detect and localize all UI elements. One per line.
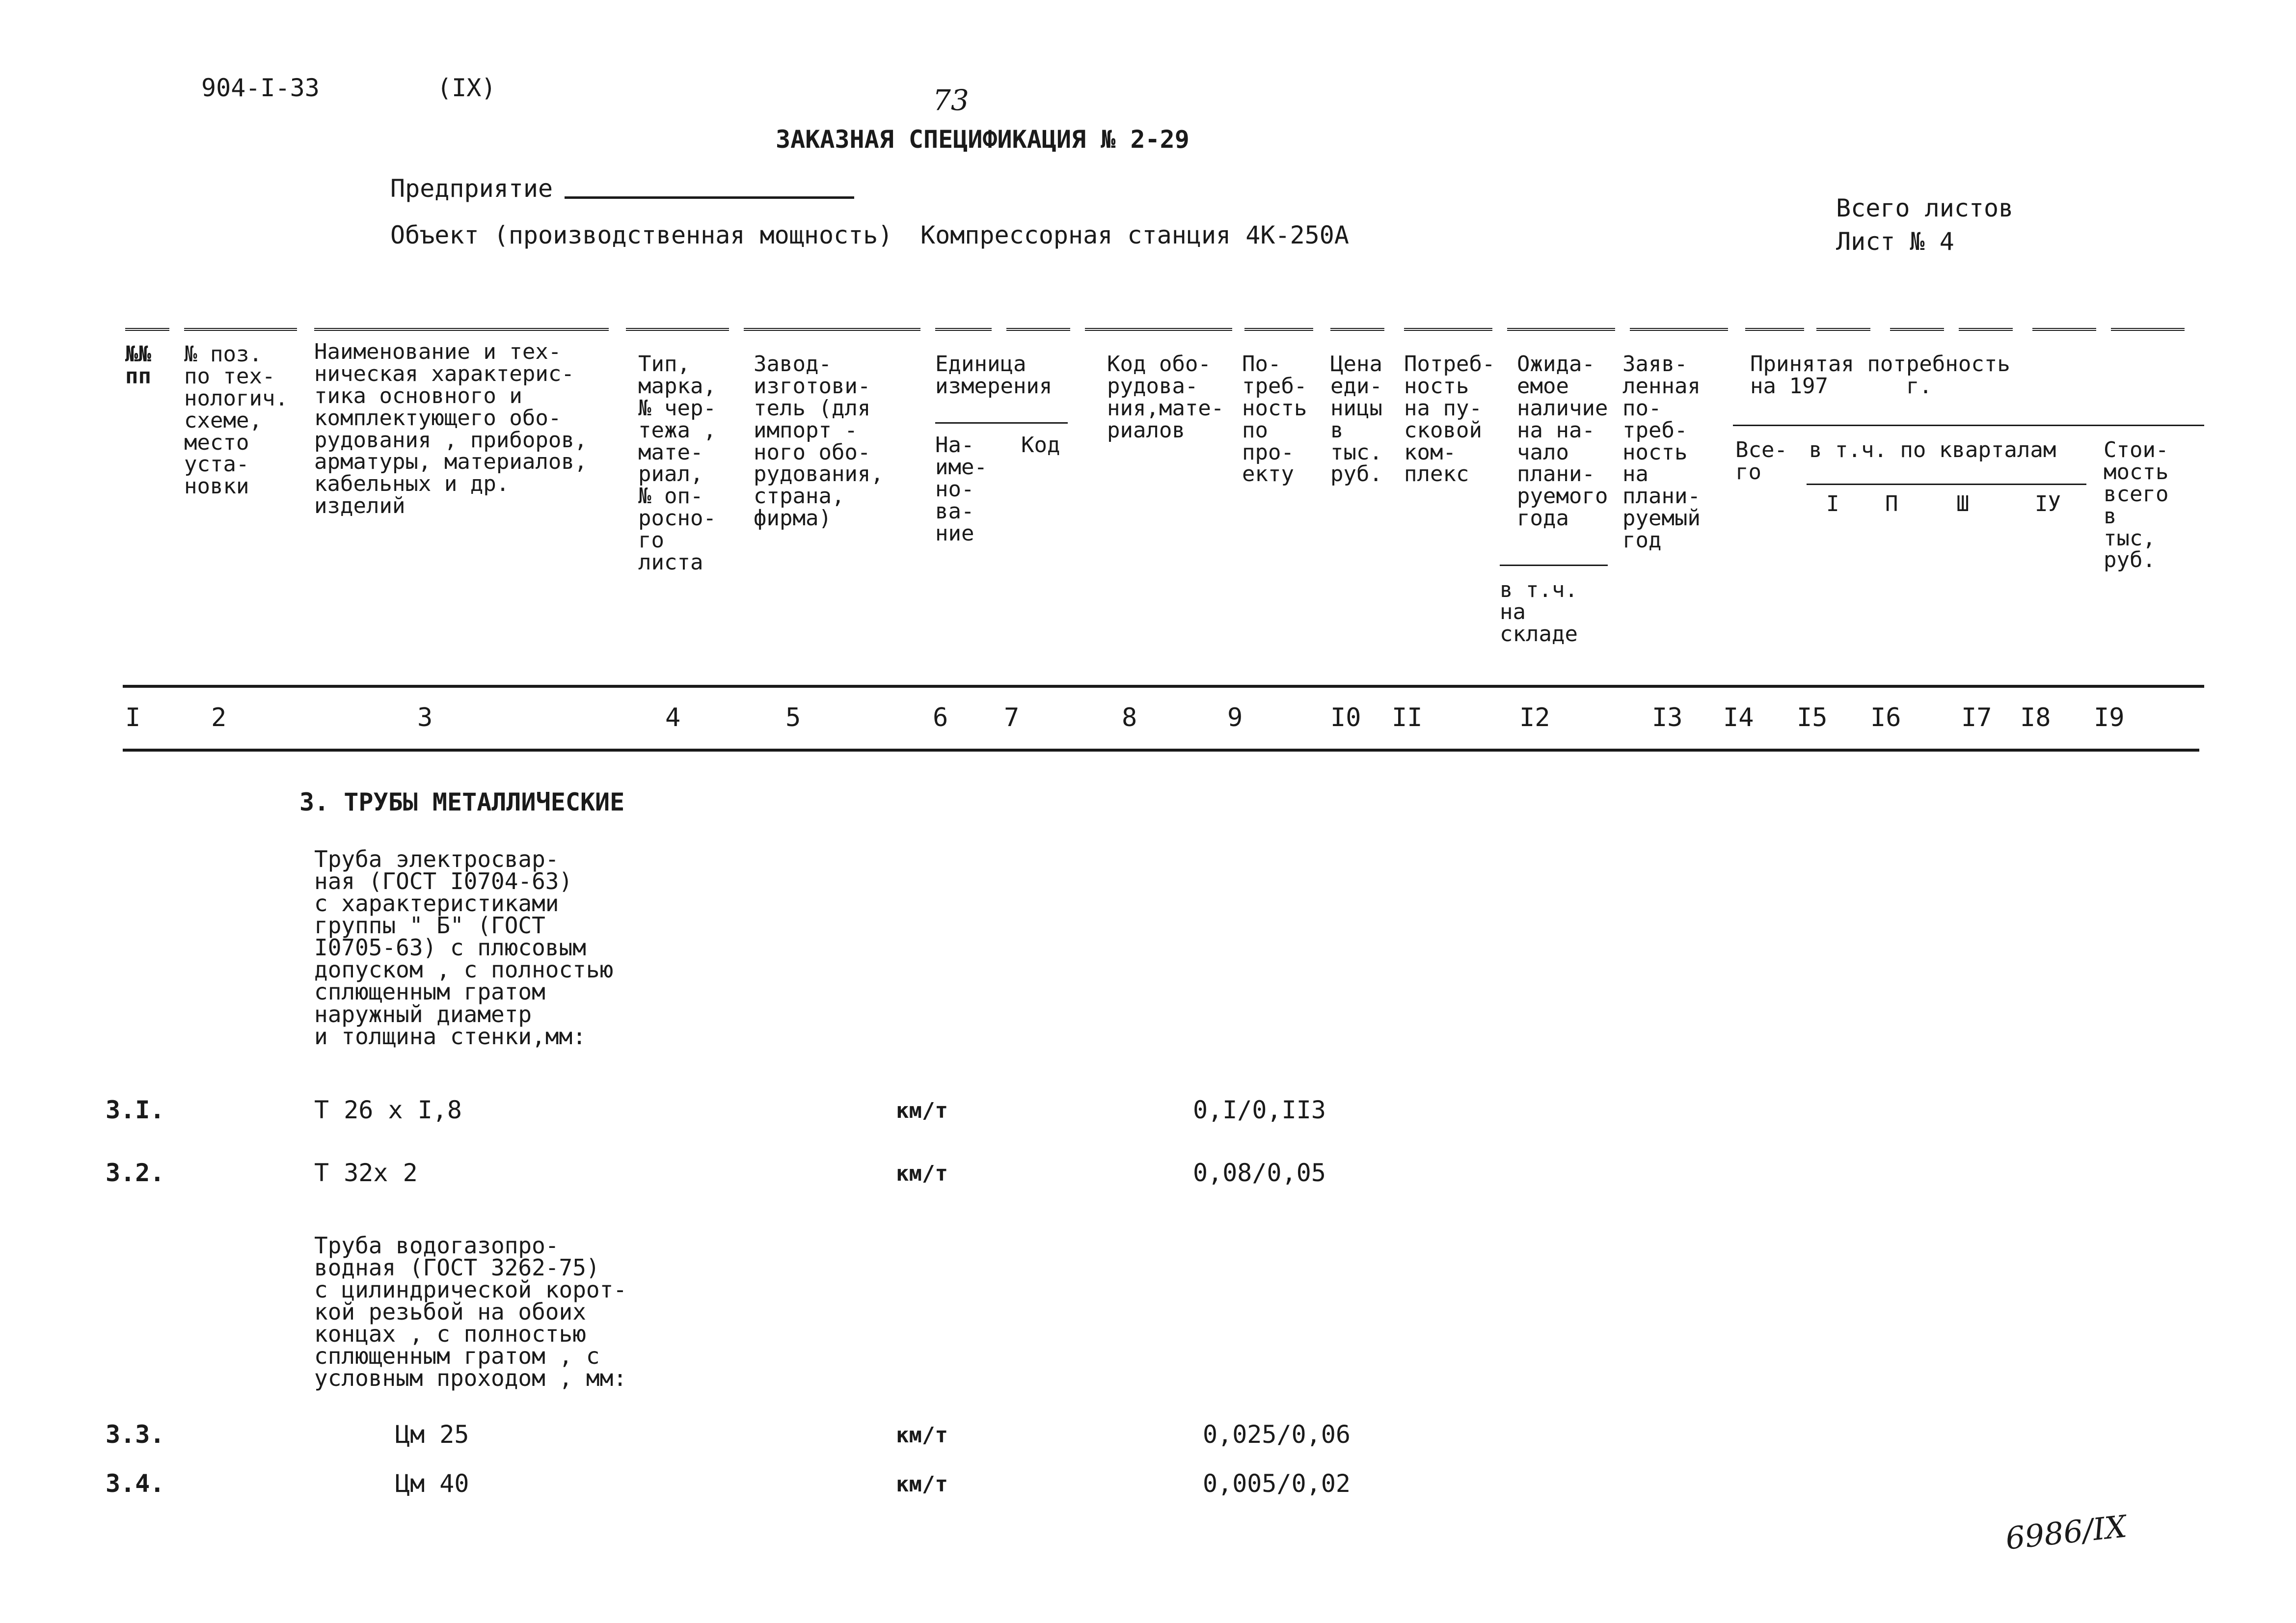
column-number: I7 bbox=[1961, 703, 1992, 732]
col-header-14: Все- го bbox=[1735, 437, 1787, 485]
row-number: 3.I. bbox=[106, 1096, 165, 1124]
col-header-5: Завод- изготови- тель (для импорт - ного обо- рудования, страна, фирма) bbox=[754, 352, 884, 531]
col-header-2: № поз. по тех- нологич. схеме, место уста- новки bbox=[184, 342, 288, 499]
column-number: 6 bbox=[933, 703, 948, 732]
col-header-19: Стои- мость всего в тыс, руб. bbox=[2104, 437, 2169, 573]
total-sheets-label: Всего листов bbox=[1836, 194, 2014, 222]
column-number: 4 bbox=[665, 703, 681, 732]
page-mark: 73 bbox=[933, 83, 969, 117]
quarters-divider bbox=[1807, 484, 2086, 485]
enterprise-label: Предприятие bbox=[390, 174, 553, 203]
row-unit: км/т bbox=[896, 1423, 948, 1448]
row-number: 3.2. bbox=[106, 1159, 165, 1187]
column-number: 9 bbox=[1227, 703, 1243, 732]
row-name: Т 26 х I,8 bbox=[314, 1096, 462, 1124]
enterprise-field-line bbox=[565, 196, 854, 199]
archive-number-stamp: 6986/IX bbox=[2003, 1508, 2129, 1557]
col-header-13: Заяв- ленная по- треб- ность на плани- руемый год bbox=[1622, 352, 1701, 553]
object-value: Компрессорная станция 4К-250А bbox=[920, 221, 1349, 249]
row-need: 0,I/0,II3 bbox=[1193, 1096, 1326, 1124]
object-label: Объект (производственная мощность) bbox=[390, 221, 893, 249]
col-header-6: На- име- но- ва- ние bbox=[935, 433, 987, 546]
row-number: 3.3. bbox=[106, 1420, 165, 1449]
col-header-12b: в т.ч. на складе bbox=[1500, 577, 1578, 647]
column-number: 3 bbox=[417, 703, 433, 732]
col-12-divider bbox=[1500, 565, 1608, 566]
col-header-8: Код обо- рудова- ния,мате- риалов bbox=[1107, 352, 1224, 443]
column-number: I2 bbox=[1519, 703, 1550, 732]
section-heading: 3. ТРУБЫ МЕТАЛЛИЧЕСКИЕ bbox=[299, 788, 625, 816]
row-name: Цм 25 bbox=[395, 1420, 469, 1449]
column-number-bottom-rule bbox=[123, 749, 2199, 752]
col-header-q4: IУ bbox=[2035, 491, 2061, 516]
column-number: I bbox=[125, 703, 141, 732]
row-unit: км/т bbox=[896, 1161, 948, 1186]
row-number: 3.4. bbox=[106, 1469, 165, 1498]
row-unit: км/т bbox=[896, 1098, 948, 1123]
sheet-number: Лист № 4 bbox=[1836, 227, 1954, 256]
accepted-group-divider bbox=[1733, 425, 2204, 426]
row-name: Цм 40 bbox=[395, 1469, 469, 1498]
header-bottom-rule bbox=[123, 685, 2204, 688]
col-header-q1: I bbox=[1826, 491, 1839, 516]
column-number: I0 bbox=[1330, 703, 1361, 732]
doc-code: 904-I-33 bbox=[201, 74, 320, 102]
column-number: I3 bbox=[1652, 703, 1683, 732]
document-title: ЗАКАЗНАЯ СПЕЦИФИКАЦИЯ № 2-29 bbox=[776, 125, 1189, 154]
col-header-7: Код bbox=[1021, 433, 1060, 458]
unit-group-divider bbox=[935, 422, 1068, 424]
row-name: Т 32х 2 bbox=[314, 1159, 418, 1187]
group-1-description: Труба электросвар- ная (ГОСТ I0704-63) с характеристиками группы " Б" (ГОСТ I0705-63) с плюсовым допуском , с полностью сплющенным гратом наружный диаметр и толщина стенки,мм: bbox=[314, 846, 614, 1050]
column-number: 2 bbox=[211, 703, 227, 732]
col-header-accepted-group: Принятая потребность на 197 г. bbox=[1750, 352, 2010, 399]
col-header-9: По- треб- ность по про- екту bbox=[1242, 352, 1307, 487]
col-header-12: Ожида- емое наличие на на- чало плани- руемого года bbox=[1517, 352, 1608, 531]
col-header-quarters: в т.ч. по кварталам bbox=[1809, 437, 2056, 462]
col-header-10: Цена еди- ницы в тыс. руб. bbox=[1330, 352, 1382, 487]
col-header-q3: Ш bbox=[1956, 491, 1970, 516]
doc-part: (IX) bbox=[437, 74, 496, 102]
column-number: I9 bbox=[2094, 703, 2125, 732]
column-number: 5 bbox=[785, 703, 801, 732]
group-2-description: Труба водогазопро- водная (ГОСТ 3262-75) с цилиндрической корот- кой резьбой на обоих концах , с полностью сплющенным гратом , с условным проходом , мм: bbox=[314, 1232, 627, 1392]
col-header-3: Наименование и тех- ническая характерис- тика основного и комплектующего обо- рудования , приборов, арматуры, материалов, кабельных и др. изделий bbox=[314, 339, 588, 519]
col-header-q2: П bbox=[1885, 491, 1898, 516]
column-number: 7 bbox=[1004, 703, 1020, 732]
column-number: I5 bbox=[1797, 703, 1828, 732]
col-header-4: Тип, марка, № чер- тежа , мате- риал, № оп- росно- го листа bbox=[638, 352, 716, 575]
col-header-11: Потреб- ность на пу- сковой ком- плекс bbox=[1404, 352, 1495, 487]
column-number: I8 bbox=[2020, 703, 2051, 732]
row-need: 0,025/0,06 bbox=[1203, 1420, 1351, 1449]
column-number: I4 bbox=[1723, 703, 1754, 732]
row-unit: км/т bbox=[896, 1472, 948, 1497]
col-header-unit-group: Единица измерения bbox=[935, 352, 1053, 399]
col-header-1: №№ пп bbox=[125, 342, 151, 389]
column-number: II bbox=[1392, 703, 1423, 732]
row-need: 0,005/0,02 bbox=[1203, 1469, 1351, 1498]
column-number: 8 bbox=[1122, 703, 1137, 732]
row-need: 0,08/0,05 bbox=[1193, 1159, 1326, 1187]
column-number: I6 bbox=[1870, 703, 1901, 732]
